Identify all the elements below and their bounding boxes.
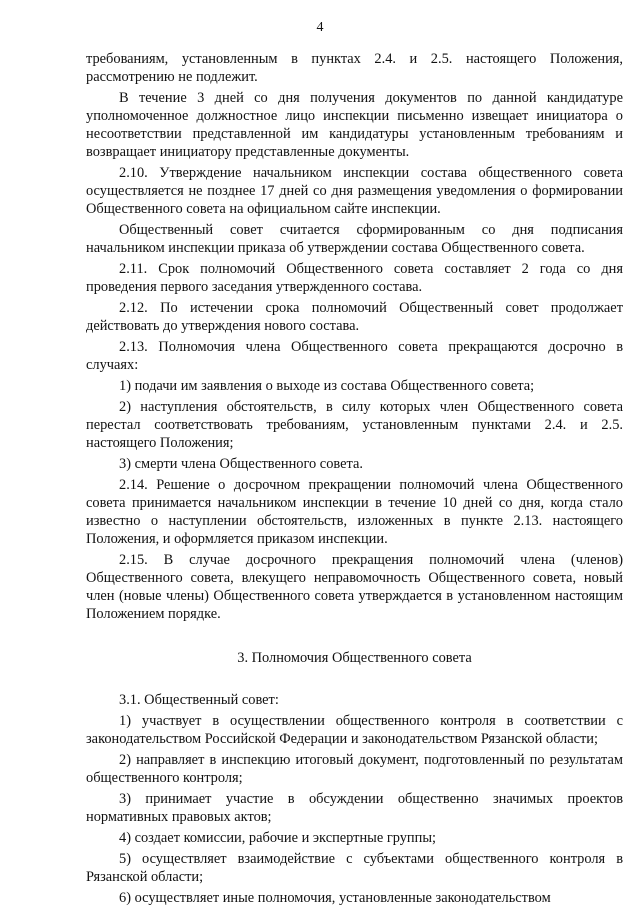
paragraph: 3.1. Общественный совет: bbox=[119, 692, 279, 708]
paragraph: 2.11. Срок полномочий Общественного совета составляет 2 года со дня проведения первого заседания утвержденного состава. bbox=[86, 261, 623, 295]
list-item: 4) создает комиссии, рабочие и экспертные группы; bbox=[119, 830, 436, 846]
list-item: 2) направляет в инспекцию итоговый документ, подготовленный по результатам общественного контроля; bbox=[86, 752, 623, 786]
list-item: 3) принимает участие в обсуждении общественно значимых проектов нормативных правовых актов; bbox=[86, 791, 623, 825]
page-number: 4 bbox=[316, 20, 324, 35]
paragraph: В течение 3 дней со дня получения документов по данной кандидатуре уполномоченное должностное лицо инспекции письменно извещает инициатора о несоответствии представленной им кандидатуры установленным требованиям и возвращает инициатору представленные документы. bbox=[86, 90, 623, 160]
list-item: 6) осуществляет иные полномочия, установленные законодательством bbox=[119, 890, 551, 906]
paragraph: требованиям, установленным в пунктах 2.4. и 2.5. настоящего Положения, рассмотрению не подлежит. bbox=[86, 51, 623, 85]
paragraph: 2.10. Утверждение начальником инспекции состава общественного совета осуществляется не позднее 17 дней со дня размещения уведомления о формировании Общественного совета на официальном сайте инспекции. bbox=[86, 165, 623, 217]
paragraph: 2.13. Полномочия члена Общественного совета прекращаются досрочно в случаях: bbox=[86, 339, 623, 373]
list-item: 1) подачи им заявления о выходе из состава Общественного совета; bbox=[119, 378, 535, 394]
paragraph: 2.15. В случае досрочного прекращения полномочий члена (членов) Общественного совета, влекущего неправомочность Общественного совета, новый член (новые члены) Общественного совета утверждается в установленном настоящим Положением порядке. bbox=[86, 552, 623, 622]
section-heading: 3. Полномочия Общественного совета bbox=[237, 650, 472, 666]
list-item: 3) смерти члена Общественного совета. bbox=[119, 456, 363, 472]
list-item: 2) наступления обстоятельств, в силу которых член Общественного совета перестал соответствовать требованиям, установленным пунктами 2.4. и 2.5. настоящего Положения; bbox=[86, 399, 623, 451]
document-body bbox=[86, 50, 623, 910]
paragraph: Общественный совет считается сформированным со дня подписания начальником инспекции приказа об утверждении состава Общественного совета. bbox=[86, 222, 623, 256]
list-item: 5) осуществляет взаимодействие с субъектами общественного контроля в Рязанской области; bbox=[86, 851, 623, 885]
paragraph: 2.14. Решение о досрочном прекращении полномочий члена Общественного совета принимается начальником инспекции в течение 10 дней со дня, когда стало известно о наступлении обстоятельств, изложенных в пункте 2.13. настоящего Положения, и оформляется приказом инспекции. bbox=[86, 477, 623, 547]
paragraph: 2.12. По истечении срока полномочий Общественный совет продолжает действовать до утверждения нового состава. bbox=[86, 300, 623, 334]
list-item: 1) участвует в осуществлении общественного контроля в соответствии с законодательством Российской Федерации и законодательством Рязанской области; bbox=[86, 713, 623, 747]
